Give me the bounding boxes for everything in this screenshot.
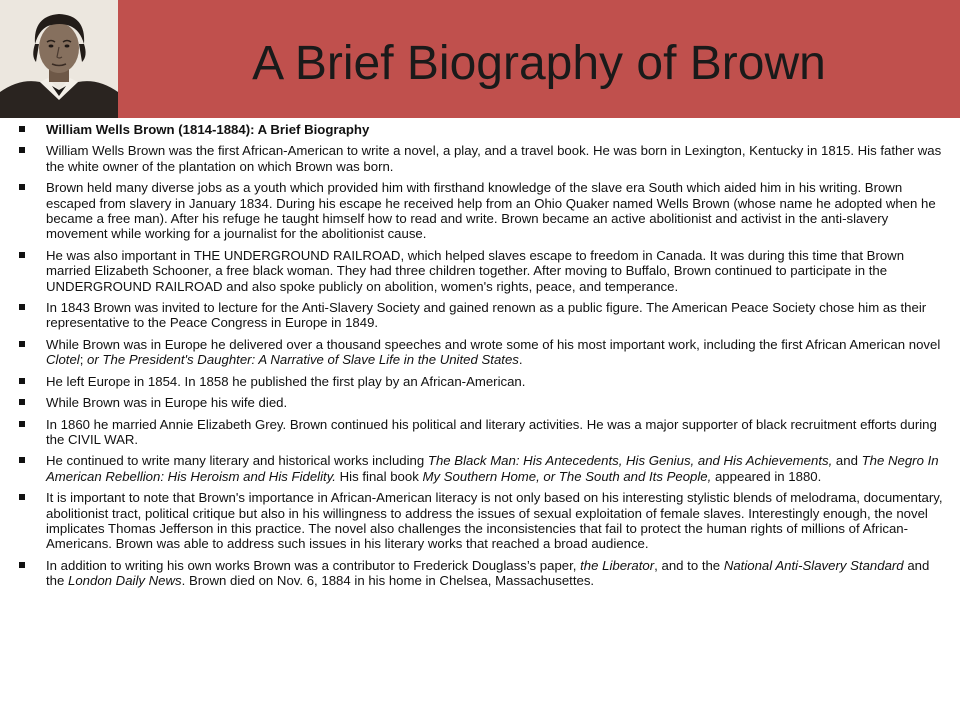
portrait-engraving (0, 0, 118, 118)
square-bullet-icon (19, 457, 25, 463)
bullet-item: While Brown was in Europe he delivered over a thousand speeches and wrote some of his most important work, including the first African American novel Clotel; or The President's Daughter: A Narrative of Slave Life in the United States. (16, 337, 950, 368)
square-bullet-icon (19, 421, 25, 427)
bullet-item: Brown held many diverse jobs as a youth which provided him with firsthand knowledge of the slave era South which aided him in his writing. Brown escaped from slavery in January 1834. During his escape he received help from an Ohio Quaker named Wells Brown (whose name he adopted when he became a free man). After his refuge he taught himself how to read and write. Brown became an active abolitionist and activist in the anti-slavery movement while working for a journalist for the abolitionist cause. (16, 180, 950, 242)
square-bullet-icon (19, 304, 25, 310)
bullet-item: In 1860 he married Annie Elizabeth Grey. Brown continued his political and literary activities. He was a major supporter of black recruitment efforts during the CIVIL WAR. (16, 417, 950, 448)
bullet-item: It is important to note that Brown's importance in African-American literacy is not only based on his interesting stylistic blends of melodrama, documentary, abolitionist tract, political critique but also in his willingness to address the issues of sexual exploitation of female slaves. Interestingly enough, the novel implicates Thomas Jefferson in this practice. The novel also challenges the inconsistencies that fail to protect the human rights of millions of African-Americans. Brown was able to address such issues in his literary works that reached a broad audience. (16, 490, 950, 552)
square-bullet-icon (19, 562, 25, 568)
bullet-list (16, 122, 950, 589)
bullet-item: He continued to write many literary and historical works including The Black Man: His Antecedents, His Genius, and His Achievements, and The Negro In American Rebellion: His Heroism and His Fidelity. His final book My Southern Home, or The South and Its People, appeared in 1880. (16, 453, 950, 484)
square-bullet-icon (19, 126, 25, 132)
bullet-item: He was also important in THE UNDERGROUND RAILROAD, which helped slaves escape to freedom in Canada. It was during this time that Brown married Elizabeth Schooner, a free black woman. They had three children together. After moving to Buffalo, Brown continued to participate in the UNDERGROUND RAILROAD and also spoke publicly on abolition, women's rights, peace, and temperance. (16, 248, 950, 294)
square-bullet-icon (19, 399, 25, 405)
bullet-item: He left Europe in 1854. In 1858 he published the first play by an African-American. (16, 374, 950, 389)
bullet-item: William Wells Brown (1814-1884): A Brief Biography (16, 122, 950, 137)
square-bullet-icon (19, 147, 25, 153)
square-bullet-icon (19, 378, 25, 384)
bullet-item: While Brown was in Europe his wife died. (16, 395, 950, 410)
square-bullet-icon (19, 184, 25, 190)
bullet-item: In addition to writing his own works Brown was a contributor to Frederick Douglass’s paper, the Liberator, and to the National Anti-Slavery Standard and the London Daily News. Brown died on Nov. 6, 1884 in his home in Chelsea, Massachusettes. (16, 558, 950, 589)
content-area (16, 122, 950, 595)
square-bullet-icon (19, 252, 25, 258)
page-title: A Brief Biography of Brown (252, 36, 826, 90)
portrait-image (0, 0, 118, 118)
bullet-item: In 1843 Brown was invited to lecture for the Anti-Slavery Society and gained renown as a public figure. The American Peace Society chose him as their representative to the Peace Congress in Europe in 1849. (16, 300, 950, 331)
bullet-item: William Wells Brown was the first African-American to write a novel, a play, and a travel book. He was born in Lexington, Kentucky in 1815. His father was the white owner of the plantation on which Brown was born. (16, 143, 950, 174)
square-bullet-icon (19, 494, 25, 500)
square-bullet-icon (19, 341, 25, 347)
